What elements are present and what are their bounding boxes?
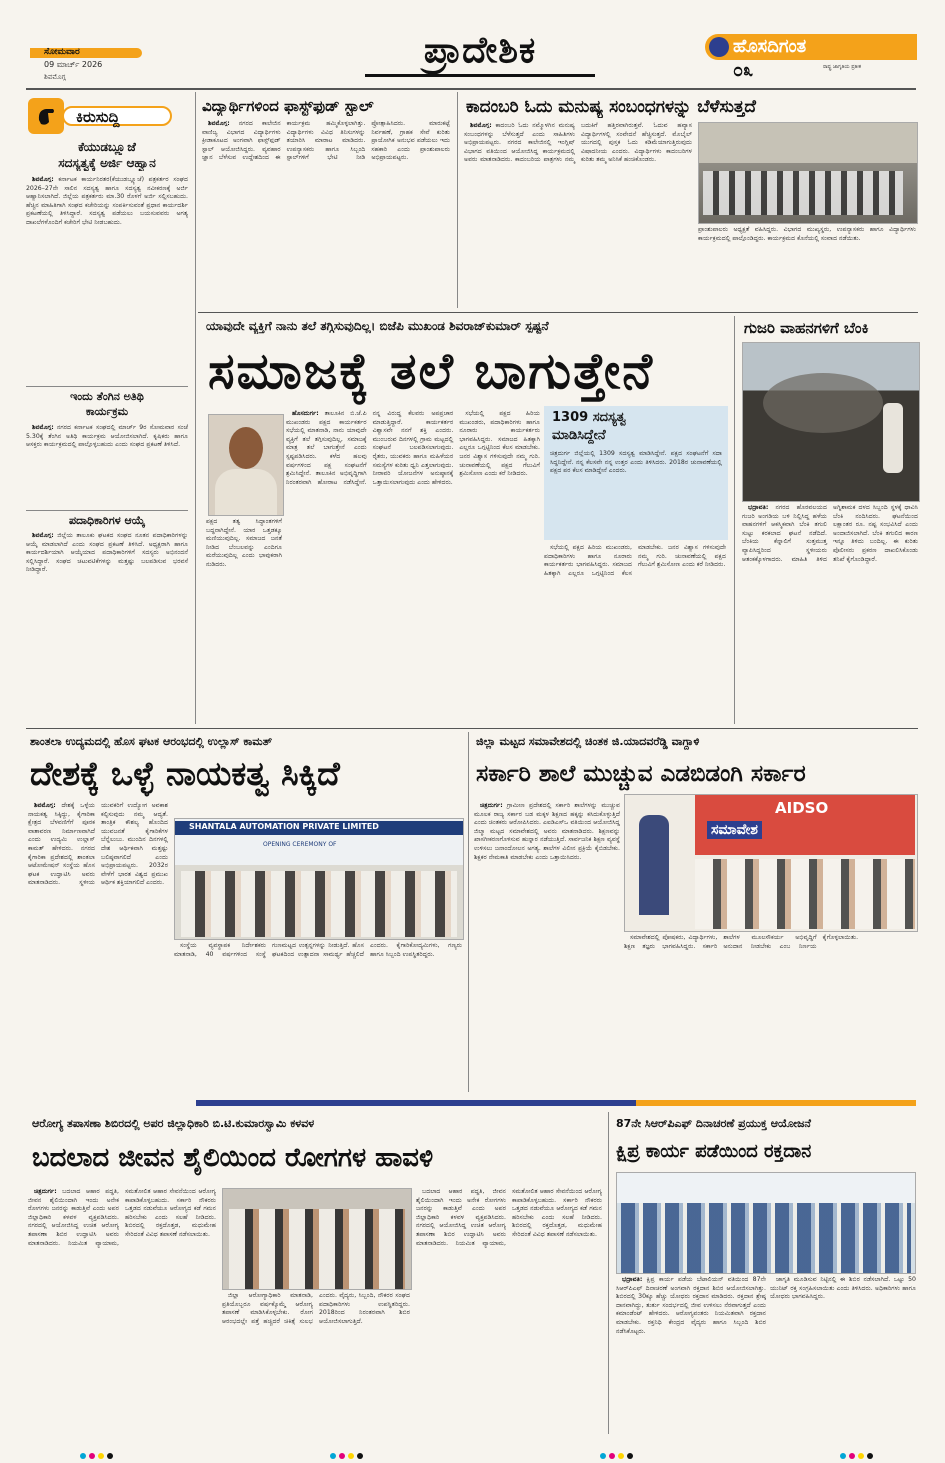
date-label: 09 ಮಾರ್ಚ್ 2026: [44, 60, 103, 69]
col-divider-5: [608, 1112, 609, 1434]
section-band: [196, 1100, 916, 1106]
story6-text-3: ಬದಲಾದ ಆಹಾರ ಪದ್ಧತಿ, ಜೀವನ ಶೈಲಿಯಿಂದಾಗಿ ಇಂದು ಅನೇಕ ರೋಗಗಳು ಜನರನ್ನು ಕಾಡುತ್ತಿವೆ ಎಂದು ಅಪರ ಜಿಲ್ಲಾಧಿಕಾರಿ ಕಳವಳ ವ್ಯಕ್ತಪಡಿಸಿದರು. ನಗರದಲ್ಲಿ ಆಯೋಜಿಸಿದ್ದ ಉಚಿತ ಆರೋಗ್ಯ ತಪಾಸಣಾ ಶಿಬಿರ ಉದ್ಘಾಟಿಸಿ ಅವರು ಮಾತನಾಡಿದರು. ನಿಯಮಿತ ವ್ಯಾಯಾಮ, ಸಮತೋಲಿತ ಆಹಾರ ಸೇವನೆಯಿಂದ ಆರೋಗ್ಯ ಕಾಪಾಡಿಕೊಳ್ಳಬಹುದು. ಸರ್ಕಾರಿ ನೌಕರರು ಒತ್ತಡದ ನಡುವೆಯೂ ಆರೋಗ್ಯದ ಕಡೆ ಗಮನ ಹರಿಸಬೇಕು ಎಂದು ಸಲಹೆ ನೀಡಿದರು. ಶಿಬಿರದಲ್ಲಿ ರಕ್ತದೊತ್ತಡ, ಮಧುಮೇಹ ಸೇರಿದಂತೆ ವಿವಿಧ ತಪಾಸಣೆ ನಡೆಸಲಾಯಿತು.: [416, 1188, 602, 1247]
lead-kicker: ಯಾವುದೇ ವ್ಯಕ್ತಿಗೆ ನಾನು ತಲೆ ತಗ್ಗಿಸುವುದಿಲ್ಲ। ಬಿಜೆಪಿ ಮುಖಂಡ ಶಿವರಾಜ್‌ಕುಮಾರ್ ಸ್ಪಷ್ಟನೆ: [206, 319, 549, 333]
audience-row: [703, 171, 903, 215]
section-underline: [365, 74, 595, 77]
story4-banner2: OPENING CEREMONY OF: [263, 841, 337, 848]
band-blue: [196, 1100, 636, 1106]
story7-body2: [770, 1276, 916, 1432]
lead-headline: ಸಮಾಜಕ್ಕೆ ತಲೆ ಬಾಗುತ್ತೇನೆ: [208, 342, 655, 400]
story4-body2: [174, 942, 462, 1088]
people-group: [229, 1209, 405, 1289]
brief3-place: ಶಿವಮೊಗ್ಗ:: [32, 532, 54, 539]
story5-headline: ಸರ್ಕಾರಿ ಶಾಲೆ ಮುಚ್ಚುವ ಎಡಬಿಡಂಗಿ ಸರ್ಕಾರ: [476, 761, 806, 787]
lead-body: [286, 410, 540, 720]
registration-marks-mid: [330, 1444, 366, 1463]
col-divider-4: [468, 732, 469, 1092]
person: [883, 403, 903, 473]
portrait-body: [215, 469, 277, 516]
story-blood: [612, 1112, 918, 1434]
band-orange: [636, 1100, 916, 1106]
dais-row: [695, 859, 915, 929]
speaker: [639, 815, 669, 915]
paper-name: ಹೊಸದಿಗಂತ: [733, 36, 807, 57]
brief3-head: ಪದಾಧಿಕಾರಿಗಳ ಆಯ್ಕೆ: [68, 514, 146, 527]
story4-kicker: ಶಾಂತಲಾ ಉದ್ಯಮದಲ್ಲಿ ಹೊಸ ಘಟಕ ಆರಂಭದಲ್ಲಿ ಉಲ್ಲಾಸ್ ಕಾಮತ್: [30, 735, 273, 748]
brief1-text: ಕರ್ನಾಟಕ ಕಾರ್ಯನಿರತರ(ಕೆಯುಡಬ್ಲ್ಯೂಜೆ) ಪತ್ರಕರ್ತರ ಸಂಘದ 2026–27ನೇ ಸಾಲಿನ ಸದಸ್ಯತ್ವ ಹಾಗೂ ಸದಸ್ಯತ್ವ ನವೀಕರಣಕ್ಕೆ ಅರ್ಜಿ ಆಹ್ವಾನಿಸಲಾಗಿದೆ. ಜಿಲ್ಲೆಯ ಪತ್ರಕರ್ತರು ಮಾ.30 ರೊಳಗೆ ಅರ್ಜಿ ಸಲ್ಲಿಸಬಹುದು. ಹೆಚ್ಚಿನ ಮಾಹಿತಿಗಾಗಿ ಸಂಘದ ಕಚೇರಿಯನ್ನು ಸಂಪರ್ಕಿಸುವಂತೆ ಪ್ರಧಾನ ಕಾರ್ಯದರ್ಶಿ ಪ್ರಕಟಣೆಯಲ್ಲಿ ತಿಳಿಸಿದ್ದಾರೆ. ಸದಸ್ಯತ್ವ ಪಡೆಯಲು ಬಯಸುವವರು ಅಗತ್ಯ ದಾಖಲೆಗಳೊಂದಿಗೆ ಕಚೇರಿಗೆ ಭೇಟಿ ನೀಡಬಹುದು.: [26, 176, 188, 226]
story7-text-2: ಜಾಗೃತಿ ಮೂಡಿಸುವ ನಿಟ್ಟಿನಲ್ಲಿ ಈ ಶಿಬಿರ ನಡೆಸಲಾಗಿದೆ. ಒಟ್ಟು 50 ಯುನಿಟ್ ರಕ್ತ ಸಂಗ್ರಹಿಸಲಾಯಿತು ಎಂದು ತಿಳಿಸಿದರು. ಅಧಿಕಾರಿಗಳು ಹಾಗೂ ಯೋಧರು ಭಾಗವಹಿಸಿದ್ದರು.: [770, 1276, 916, 1301]
brief-rule-1: [26, 386, 188, 387]
story2-body: [464, 122, 692, 308]
story2-text: ಕಾದಂಬರಿ ಓದು ನಮ್ಮೊಳಗಿನ ಮನುಷ್ಯ ಸಂಬಂಧಗಳನ್ನು ಬೆಳೆಸುತ್ತದೆ ಎಂದು ಸಾಹಿತಿಗಳು ಅಭಿಪ್ರಾಯಪಟ್ಟರು. ನಗರದ ಕಾಲೇಜಿನಲ್ಲಿ ಇಂಗ್ಲಿಷ್ ವಿಭಾಗದ ವತಿಯಿಂದ ಆಯೋಜಿಸಿದ್ದ ಕಾರ್ಯಕ್ರಮದಲ್ಲಿ ಅವರು ಮಾತನಾಡಿದರು. ಕಾದಂಬರಿಯ ಪಾತ್ರಗಳು ನಮ್ಮ ಬದುಕಿಗೆ ಹತ್ತಿರವಾಗಿರುತ್ತವೆ. ಓದುವ ಹವ್ಯಾಸ ವಿದ್ಯಾರ್ಥಿಗಳಲ್ಲಿ ಸಂವೇದನೆ ಹೆಚ್ಚಿಸುತ್ತದೆ. ಮೊಬೈಲ್ ಯುಗದಲ್ಲಿ ಪುಸ್ತಕ ಓದು ಕಡಿಮೆಯಾಗುತ್ತಿರುವುದು ವಿಷಾದನೀಯ ಎಂದರು. ವಿದ್ಯಾರ್ಥಿಗಳು ಕಾದಂಬರಿಗಳ ಕುರಿತು ತಮ್ಮ ಅನಿಸಿಕೆ ಹಂಚಿಕೊಂಡರು.: [464, 122, 692, 164]
kirusuddi-column: [26, 94, 191, 724]
lead-place: ಹೊಸದುರ್ಗ:: [292, 410, 319, 417]
date-block: [30, 44, 170, 84]
kirusuddi-title: ಕಿರುಸುದ್ದಿ: [76, 108, 120, 126]
story7-place: ಭದ್ರಾವತಿ:: [622, 1276, 643, 1283]
story2-place: ಶಿವಮೊಗ್ಗ:: [470, 122, 492, 129]
story7-body: [616, 1276, 766, 1432]
story5-photo: [624, 794, 918, 932]
story6-body2: [222, 1292, 410, 1432]
registration-marks-right: [600, 1444, 636, 1463]
hand-icon: [28, 98, 64, 134]
story7-kicker: 87ನೇ ಸಿಆರ್‌ಪಿಎಫ್ ದಿನಾಚರಣೆ ಪ್ರಯುಕ್ತ ಆಯೋಜನೆ: [616, 1117, 811, 1130]
masthead-rule: [26, 88, 916, 90]
story3-body: [742, 504, 918, 720]
sidebox-body: ಚಿತ್ರದುರ್ಗ ಜಿಲ್ಲೆಯಲ್ಲಿ 1309 ಸದಸ್ಯತ್ವ ಮಾಡಿಸಿದ್ದೇನೆ. ಪಕ್ಷದ ಸಂಘಟನೆಗೆ ಸದಾ ಸಿದ್ಧನಿದ್ದೇನೆ. ನನ್ನ ಕೆಲಸವೇ ನನ್ನ ಉತ್ತರ ಎಂದು ತಿಳಿಸಿದರು. 2018ರ ಚುನಾವಣೆಯಲ್ಲಿ ಪಕ್ಷದ ಪರ ಕೆಲಸ ಮಾಡಿದ್ದೇನೆ ಎಂದರು.: [550, 450, 722, 475]
brief1-head2: ಸದಸ್ಯತ್ವಕ್ಕೆ ಅರ್ಜಿ ಆಹ್ವಾನ: [58, 156, 156, 170]
brief2-head1: ಇಂದು ತೆಂಗಿನ ಅತಿಥಿ: [70, 390, 144, 403]
story4-text-2: ಸಂಸ್ಥೆಯ ವ್ಯವಸ್ಥಾಪಕ ನಿರ್ದೇಶಕರು ಮಾತನಾಡಿ, 40 ವರ್ಷಗಳಿಂದ ಸಂಸ್ಥೆ ಗುಣಮಟ್ಟದ ಉತ್ಪನ್ನಗಳನ್ನು ನೀಡುತ್ತಿದೆ. ಹೊಸ ಘಟಕದಿಂದ ಉತ್ಪಾದನಾ ಸಾಮರ್ಥ್ಯ ಹೆಚ್ಚಲಿದೆ ಎಂದರು. ಕೈಗಾರಿಕೋದ್ಯಮಿಗಳು, ಗಣ್ಯರು ಹಾಗೂ ಸಿಬ್ಬಂದಿ ಉಪಸ್ಥಿತರಿದ್ದರು.: [174, 942, 462, 958]
story7-headline: ಕ್ಷಿಪ್ರ ಕಾರ್ಯ ಪಡೆಯಿಂದ ರಕ್ತದಾನ: [616, 1141, 812, 1162]
brief3-body: [26, 532, 188, 722]
lead-text-4: ಸಭೆಯಲ್ಲಿ ಪಕ್ಷದ ಹಿರಿಯ ಮುಖಂಡರು, ಪದಾಧಿಕಾರಿಗಳು ಹಾಗೂ ನೂರಾರು ಕಾರ್ಯಕರ್ತರು ಭಾಗವಹಿಸಿದ್ದರು. ಸಮಾಜದ ಹಿತಕ್ಕಾಗಿ ಎಲ್ಲರೂ ಒಗ್ಗಟ್ಟಿನಿಂದ ಕೆಲಸ ಮಾಡಬೇಕು. ಜನರ ವಿಶ್ವಾಸ ಗಳಿಸುವುದೇ ನಮ್ಮ ಗುರಿ. ಚುನಾವಣೆಯಲ್ಲಿ ಪಕ್ಷದ ಗೆಲುವಿಗೆ ಶ್ರಮಿಸೋಣ ಎಂದು ಕರೆ ನೀಡಿದರು.: [544, 544, 726, 577]
people-row: [181, 871, 457, 937]
story-health: [26, 1112, 604, 1434]
story3-place: ಭದ್ರಾವತಿ:: [748, 504, 769, 511]
story5-text: ಗ್ರಾಮೀಣ ಪ್ರದೇಶದಲ್ಲಿ ಸರ್ಕಾರಿ ಶಾಲೆಗಳನ್ನು ಮುಚ್ಚುವ ಮೂಲಕ ರಾಜ್ಯ ಸರ್ಕಾರ ಬಡ ಮಕ್ಕಳ ಶಿಕ್ಷಣದ ಹಕ್ಕನ್ನು ಕಸಿದುಕೊಳ್ಳುತ್ತಿದೆ ಎಂದು ಚಿಂತಕರು ಆರೋಪಿಸಿದರು. ಎಐಡಿಎಸ್‌ಒ ವತಿಯಿಂದ ಆಯೋಜಿಸಿದ್ದ ಜಿಲ್ಮಾ ಮಟ್ಟದ ಸಮಾವೇಶದಲ್ಲಿ ಅವರು ಮಾತನಾಡಿದರು. ಶಿಕ್ಷಣವನ್ನು ಖಾಸಗೀಕರಣಗೊಳಿಸುವ ಹುನ್ನಾರ ನಡೆಯುತ್ತಿದೆ. ಸಾರ್ವಜನಿಕ ಶಿಕ್ಷಣ ವ್ಯವಸ್ಥೆ ಉಳಿಸಲು ಜನಾಂದೋಲನ ಅಗತ್ಯ. ಶಾಲೆಗಳ ವಿಲೀನ ಪ್ರಕ್ರಿಯೆ ಕೈಬಿಡಬೇಕು. ಶಿಕ್ಷಕರ ನೇಮಕಾತಿ ಮಾಡಬೇಕು ಎಂದು ಒತ್ತಾಯಿಸಿದರು.: [474, 802, 620, 861]
portrait-head: [229, 427, 263, 469]
story3-photo: [742, 342, 920, 502]
story5-banner: AIDSO: [775, 799, 829, 817]
story1-place: ಶಿವಮೊಗ್ಗ:: [208, 120, 230, 127]
lead-portrait: [208, 414, 284, 516]
story4-place: ಶಿವಮೊಗ್ಗ:: [34, 802, 56, 809]
brief-rule-2: [26, 510, 188, 511]
lead-sidebox: [544, 406, 728, 540]
col-divider-2: [457, 92, 458, 308]
kirusuddi-banner: [28, 98, 188, 134]
story1-text: ನಗರದ ಕಾಲೇಜಿನ ವಾಣಿಜ್ಯ ವಿಭಾಗದ ವಿದ್ಯಾರ್ಥಿಗಳು ಕ್ರೀಡಾಕೂಟದ ಅಂಗವಾಗಿ ಫಾಸ್ಟ್‌ಫುಡ್ ಸ್ಟಾಲ್ ಆಯೋಜಿಸಿದ್ದರು. ವ್ಯವಹಾರ ಜ್ಞಾನ ಬೆಳೆಸುವ ಉದ್ದೇಶದಿಂದ ಈ ಕಾರ್ಯಕ್ರಮ ಹಮ್ಮಿಕೊಳ್ಳಲಾಗಿತ್ತು. ವಿದ್ಯಾರ್ಥಿಗಳು ವಿವಿಧ ತಿನಿಸುಗಳನ್ನು ತಯಾರಿಸಿ ಮಾರಾಟ ಮಾಡಿದರು. ಉಪನ್ಯಾಸಕರು ಹಾಗೂ ಸಿಬ್ಬಂದಿ ಸ್ಟಾಲ್‌ಗಳಿಗೆ ಭೇಟಿ ನೀಡಿ ಪ್ರೋತ್ಸಾಹಿಸಿದರು. ಮಾರುಕಟ್ಟೆ ನಿರ್ವಹಣೆ, ಗ್ರಾಹಕ ಸೇವೆ ಕುರಿತು ಪ್ರಾಯೋಗಿಕ ಅನುಭವ ಪಡೆಯಲು ಇದು ಸಹಕಾರಿ ಎಂದು ಪ್ರಾಂಶುಪಾಲರು ಅಭಿಪ್ರಾಯಪಟ್ಟರು.: [202, 120, 450, 162]
brief1-body: [26, 176, 188, 346]
story6-body: [28, 1188, 216, 1432]
story-leadership: [26, 732, 464, 1092]
story4-photo: [174, 818, 464, 940]
story2-headline: ಕಾದಂಬರಿ ಓದು ಮನುಷ್ಯ ಸಂಬಂಧಗಳನ್ನು ಬೆಳೆಸುತ್ತದೆ: [466, 97, 756, 117]
paper-logo: [705, 34, 917, 84]
story-school: [472, 732, 918, 1092]
story3-text: ನಗರದ ಹೊರವಲಯದ ಗುಜರಿ ಅಂಗಡಿಯ ಬಳಿ ನಿಲ್ಲಿಸಿದ್ದ ಹಳೆಯ ವಾಹನಗಳಿಗೆ ಆಕಸ್ಮಿಕವಾಗಿ ಬೆಂಕಿ ತಗುಲಿ ಸುಟ್ಟು ಕರಕಲಾದ ಘಟನೆ ನಡೆದಿದೆ. ಬೆಂಕಿಯ ಕೆನ್ನಾಲಿಗೆ ಸುತ್ತಮುತ್ತ ವ್ಯಾಪಿಸಿದ್ದರಿಂದ ಸ್ಥಳೀಯರು ಆತಂಕಕ್ಕೊಳಗಾದರು. ಮಾಹಿತಿ ತಿಳಿದ ಅಗ್ನಿಶಾಮಕ ದಳದ ಸಿಬ್ಬಂದಿ ಸ್ಥಳಕ್ಕೆ ಧಾವಿಸಿ ಬೆಂಕಿ ನಂದಿಸಿದರು. ಘಟನೆಯಿಂದ ಲಕ್ಷಾಂತರ ರೂ. ನಷ್ಟ ಸಂಭವಿಸಿದೆ ಎಂದು ಅಂದಾಜಿಸಲಾಗಿದೆ. ಬೆಂಕಿ ತಗುಲಿದ ಕಾರಣ ಇನ್ನೂ ತಿಳಿದು ಬಂದಿಲ್ಲ. ಈ ಕುರಿತು ಪೊಲೀಸರು ಪ್ರಕರಣ ದಾಖಲಿಸಿಕೊಂಡು ತನಿಖೆ ಕೈಗೊಂಡಿದ್ದಾರೆ.: [742, 504, 918, 563]
col-divider-1: [195, 92, 196, 724]
brief1-place: ಶಿವಮೊಗ್ಗ:: [32, 176, 54, 183]
story5-body: [474, 802, 620, 1088]
story5-banner2: ಸಮಾವೇಶ: [707, 821, 762, 839]
story5-place: ಚಿತ್ರದುರ್ಗ:: [480, 802, 503, 809]
story-fastfood: [200, 94, 452, 310]
col-divider-3: [734, 316, 735, 724]
lead-text: ತಾಲೂಕಿನ ಬಿ.ಜೆ.ಪಿ ಮುಖಂಡರು ಪಕ್ಷದ ಕಾರ್ಯಕರ್ತರ ಸಭೆಯಲ್ಲಿ ಮಾತನಾಡಿ, ನಾನು ಯಾವುದೇ ವ್ಯಕ್ತಿಗೆ ತಲೆ ತಗ್ಗಿಸುವುದಿಲ್ಲ, ಸಮಾಜಕ್ಕೆ ಮಾತ್ರ ತಲೆ ಬಾಗುತ್ತೇನೆ ಎಂದು ಸ್ಪಷ್ಟಪಡಿಸಿದರು. ಕಳೆದ ಹಲವು ವರ್ಷಗಳಿಂದ ಪಕ್ಷ ಸಂಘಟನೆಗೆ ಶ್ರಮಿಸಿದ್ದೇನೆ. ತಾಲೂಕಿನ ಅಭಿವೃದ್ಧಿಗಾಗಿ ನಿರಂತರವಾಗಿ ಹೋರಾಟ ನಡೆಸಿದ್ದೇನೆ. ನನ್ನ ವಿರುದ್ಧ ಕೆಲವರು ಅಪಪ್ರಚಾರ ಮಾಡುತ್ತಿದ್ದಾರೆ. ಕಾರ್ಯಕರ್ತರ ವಿಶ್ವಾಸವೇ ನನಗೆ ಶಕ್ತಿ ಎಂದರು. ಮುಂಬರುವ ದಿನಗಳಲ್ಲಿ ಗ್ರಾಮ ಮಟ್ಟದಲ್ಲಿ ಸಂಘಟನೆ ಬಲಪಡಿಸಲಾಗುವುದು. ರೈತರು, ಯುವಕರು ಹಾಗೂ ಮಹಿಳೆಯರ ಸಮಸ್ಯೆಗಳ ಕುರಿತು ಧ್ವನಿ ಎತ್ತಲಾಗುವುದು. ನೀರಾವರಿ ಯೋಜನೆಗಳ ಅನುಷ್ಠಾನಕ್ಕೆ ಒತ್ತಾಯಿಸಲಾಗುವುದು ಎಂದು ಹೇಳಿದರು.: [286, 410, 454, 486]
masthead: [0, 0, 945, 86]
lead-body4: [544, 544, 726, 720]
hall-wall: [699, 123, 917, 163]
story-novel: [462, 94, 918, 310]
story5-text-2: ಸಮಾವೇಶದಲ್ಲಿ ಪೋಷಕರು, ವಿದ್ಯಾರ್ಥಿಗಳು, ಶಿಕ್ಷಣ ತಜ್ಞರು ಭಾಗವಹಿಸಿದ್ದರು. ಸರ್ಕಾರಿ ಶಾಲೆಗಳ ಮೂಲಸೌಕರ್ಯ ಅಭಿವೃದ್ಧಿಗೆ ಅನುದಾನ ನೀಡಬೇಕು ಎಂಬ ನಿರ್ಣಯ ಕೈಗೊಳ್ಳಲಾಯಿತು.: [624, 934, 859, 950]
story7-text: ಕ್ಷಿಪ್ರ ಕಾರ್ಯ ಪಡೆಯ ಬೆಟಾಲಿಯನ್ ವತಿಯಿಂದ 87ನೇ ಸಿಆರ್‌ಪಿಎಫ್ ದಿನಾಚರಣೆ ಅಂಗವಾಗಿ ರಕ್ತದಾನ ಶಿಬಿರ ಆಯೋಜಿಸಲಾಗಿತ್ತು. ಶಿಬಿರದಲ್ಲಿ 30ಕ್ಕೂ ಹೆಚ್ಚು ಯೋಧರು ರಕ್ತದಾನ ಮಾಡಿದರು. ರಕ್ತದಾನ ಶ್ರೇಷ್ಠ ದಾನವಾಗಿದ್ದು, ತುರ್ತು ಸಂದರ್ಭದಲ್ಲಿ ಜೀವ ಉಳಿಸಲು ನೆರವಾಗುತ್ತದೆ ಎಂದು ಕಮಾಂಡೆಂಟ್ ಹೇಳಿದರು. ಆರೋಗ್ಯವಂತರು ನಿಯಮಿತವಾಗಿ ರಕ್ತದಾನ ಮಾಡಬೇಕು. ರಕ್ತನಿಧಿ ಕೇಂದ್ರದ ವೈದ್ಯರು ಹಾಗೂ ಸಿಬ್ಬಂದಿ ಶಿಬಿರ ನಡೆಸಿಕೊಟ್ಟರು.: [616, 1276, 766, 1335]
story2-photo: [698, 122, 918, 224]
lead-body3: ಪಕ್ಷದ ತತ್ವ ಸಿದ್ಧಾಂತಗಳಿಗೆ ಬದ್ಧನಾಗಿದ್ದೇನೆ. ಯಾರ ಒತ್ತಡಕ್ಕೂ ಮಣಿಯುವುದಿಲ್ಲ. ಸಮಾಜದ ಜನತೆ ನೀಡಿದ ಬೆಂಬಲವನ್ನು ಎಂದಿಗೂ ಮರೆಯುವುದಿಲ್ಲ ಎಂದು ಭಾವುಕರಾಗಿ ನುಡಿದರು.: [206, 518, 282, 568]
brief2-text: ನಗರದ ಕರ್ನಾಟಕ ಸಂಘದಲ್ಲಿ ಮಾರ್ಚ್ 9ರ ಸೋಮವಾರ ಸಂಜೆ 5.30ಕ್ಕೆ ತೆಂಗಿನ ಅತಿಥಿ ಕಾರ್ಯಕ್ರಮ ಆಯೋಜಿಸಲಾಗಿದೆ. ಕೃಷಿಕರು ಹಾಗೂ ಆಸಕ್ತರು ಕಾರ್ಯಕ್ರಮದಲ್ಲಿ ಪಾಲ್ಗೊಳ್ಳಬಹುದು ಎಂದು ಸಂಘದ ಪ್ರಕಟಣೆ ತಿಳಿಸಿದೆ.: [26, 424, 188, 449]
story3-headline: ಗುಜರಿ ವಾಹನಗಳಿಗೆ ಬೆಂಕಿ: [744, 319, 869, 337]
brief2-place: ಶಿವಮೊಗ್ಗ:: [32, 424, 54, 431]
sidebox-head1: 1309 ಸದಸ್ಯತ್ವ: [552, 410, 626, 425]
brief2-body: [26, 424, 188, 508]
smoke: [763, 373, 883, 433]
story6-text: ಬದಲಾದ ಆಹಾರ ಪದ್ಧತಿ, ಜೀವನ ಶೈಲಿಯಿಂದಾಗಿ ಇಂದು ಅನೇಕ ರೋಗಗಳು ಜನರನ್ನು ಕಾಡುತ್ತಿವೆ ಎಂದು ಅಪರ ಜಿಲ್ಲಾಧಿಕಾರಿ ಕಳವಳ ವ್ಯಕ್ತಪಡಿಸಿದರು. ನಗರದಲ್ಲಿ ಆಯೋಜಿಸಿದ್ದ ಉಚಿತ ಆರೋಗ್ಯ ತಪಾಸಣಾ ಶಿಬಿರ ಉದ್ಘಾಟಿಸಿ ಅವರು ಮಾತನಾಡಿದರು. ನಿಯಮಿತ ವ್ಯಾಯಾಮ, ಸಮತೋಲಿತ ಆಹಾರ ಸೇವನೆಯಿಂದ ಆರೋಗ್ಯ ಕಾಪಾಡಿಕೊಳ್ಳಬಹುದು. ಸರ್ಕಾರಿ ನೌಕರರು ಒತ್ತಡದ ನಡುವೆಯೂ ಆರೋಗ್ಯದ ಕಡೆ ಗಮನ ಹರಿಸಬೇಕು ಎಂದು ಸಲಹೆ ನೀಡಿದರು. ಶಿಬಿರದಲ್ಲಿ ರಕ್ತದೊತ್ತಡ, ಮಧುಮೇಹ ಸೇರಿದಂತೆ ವಿವಿಧ ತಪಾಸಣೆ ನಡೆಸಲಾಯಿತು.: [28, 1188, 216, 1247]
story-fire: [740, 316, 920, 724]
story6-place: ಚಿತ್ರದುರ್ಗ:: [34, 1188, 57, 1195]
story1-body: [202, 120, 450, 306]
story4-body: [28, 802, 168, 1088]
story5-body2: [624, 934, 916, 1088]
row-rule-2: [26, 728, 918, 729]
story6-text-2: ಜಿಲ್ಲಾ ಆರೋಗ್ಯಾಧಿಕಾರಿ ಮಾತನಾಡಿ, ಪ್ರತಿಯೊಬ್ಬರೂ ವರ್ಷಕ್ಕೊಮ್ಮೆ ಆರೋಗ್ಯ ತಪಾಸಣೆ ಮಾಡಿಸಿಕೊಳ್ಳಬೇಕು. ರೋಗ ಆರಂಭದಲ್ಲೇ ಪತ್ತೆ ಹಚ್ಚಿದರೆ ಚಿಕಿತ್ಸೆ ಸುಲಭ ಎಂದರು. ವೈದ್ಯರು, ಸಿಬ್ಬಂದಿ, ನೌಕರರ ಸಂಘದ ಪದಾಧಿಕಾರಿಗಳು ಉಪಸ್ಥಿತರಿದ್ದರು. 2018ರಿಂದ ನಿರಂತರವಾಗಿ ಶಿಬಿರ ಆಯೋಜಿಸಲಾಗುತ್ತಿದೆ.: [222, 1292, 410, 1325]
tent: [617, 1173, 915, 1203]
story1-headline: ವಿದ್ಯಾರ್ಥಿಗಳಿಂದ ಫಾಸ್ಟ್‌ಫುಡ್ ಸ್ಟಾಲ್: [202, 97, 374, 115]
brief1-head1: ಕೆಯುಡಬ್ಲ್ಯೂಜೆ: [78, 140, 136, 154]
registration-marks-far: [840, 1444, 876, 1463]
sidebox-head2: ಮಾಡಿಸಿದ್ದೇನೆ: [552, 428, 606, 443]
story4-text: ದೇಶಕ್ಕೆ ಒಳ್ಳೆಯ ನಾಯಕತ್ವ ಸಿಕ್ಕಿದ್ದು, ಕೈಗಾರಿಕಾ ಕ್ಷೇತ್ರದ ಬೆಳವಣಿಗೆಗೆ ಪೂರಕ ವಾತಾವರಣ ನಿರ್ಮಾಣವಾಗಿದೆ ಎಂದು ಉದ್ಯಮಿ ಉಲ್ಲಾಸ್ ಕಾಮತ್ ಹೇಳಿದರು. ನಗರದ ಕೈಗಾರಿಕಾ ಪ್ರದೇಶದಲ್ಲಿ ಶಾಂತಲಾ ಆಟೋಮೇಷನ್ ಸಂಸ್ಥೆಯ ಹೊಸ ಘಟಕ ಉದ್ಘಾಟಿಸಿ ಅವರು ಮಾತನಾಡಿದರು. ಸ್ಥಳೀಯ ಯುವಕರಿಗೆ ಉದ್ಯೋಗ ಅವಕಾಶ ಕಲ್ಪಿಸುವುದು ನಮ್ಮ ಆದ್ಯತೆ. ತಾಂತ್ರಿಕ ಕೌಶಲ್ಯ ಹೊಂದಿದ ಯುವಜನತೆ ಕೈಗಾರಿಕೆಗಳ ಬೆನ್ನೆಲುಬು. ಮುಂದಿನ ದಿನಗಳಲ್ಲಿ ದೇಶ ಆರ್ಥಿಕವಾಗಿ ಮತ್ತಷ್ಟು ಬಲಿಷ್ಠವಾಗಲಿದೆ ಎಂದು ಅಭಿಪ್ರಾಯಪಟ್ಟರು. 2032ರ ವೇಳೆಗೆ ಭಾರತ ವಿಶ್ವದ ಪ್ರಮುಖ ಆರ್ಥಿಕ ಶಕ್ತಿಯಾಗಲಿದೆ ಎಂದರು.: [28, 802, 168, 887]
story6-headline: ಬದಲಾದ ಜೀವನ ಶೈಲಿಯಿಂದ ರೋಗಗಳ ಹಾವಳಿ: [32, 1143, 434, 1173]
lamp-icon: [709, 37, 729, 57]
story-lead: [200, 316, 728, 724]
registration-marks-left: [80, 1444, 116, 1463]
story6-photo: [222, 1188, 412, 1290]
day-label: ಸೋಮವಾರ: [44, 47, 80, 57]
story5-kicker: ಜಿಲ್ಲಾ ಮಟ್ಟದ ಸಮಾವೇಶದಲ್ಲಿ ಚಿಂತಕ ಜಿ.ಯಾದವರೆಡ್ಡಿ ವಾಗ್ದಾಳಿ: [476, 735, 700, 748]
troops-row: [621, 1203, 911, 1273]
story6-kicker: ಆರೋಗ್ಯ ತಪಾಸಣಾ ಶಿಬಿರದಲ್ಲಿ ಅಪರ ಜಿಲ್ಲಾಧಿಕಾರಿ ಬಿ.ಟಿ.ಕುಮಾರಸ್ವಾಮಿ ಕಳವಳ: [32, 1117, 315, 1130]
brief3-text: ಜಿಲ್ಲೆಯ ತಾಲೂಕು ಘಟಕದ ಸಂಘದ ನೂತನ ಪದಾಧಿಕಾರಿಗಳನ್ನು ಆಯ್ಕೆ ಮಾಡಲಾಗಿದೆ ಎಂದು ಸಂಘದ ಪ್ರಕಟಣೆ ತಿಳಿಸಿದೆ. ಅಧ್ಯಕ್ಷರಾಗಿ ಹಾಗೂ ಕಾರ್ಯದರ್ಶಿಯಾಗಿ ಆಯ್ಕೆಯಾದ ಪದಾಧಿಕಾರಿಗಳಿಗೆ ಸದಸ್ಯರು ಅಭಿನಂದನೆ ಸಲ್ಲಿಸಿದ್ದಾರೆ. ಸಂಘದ ಚಟುವಟಿಕೆಗಳನ್ನು ಮತ್ತಷ್ಟು ಬಲಪಡಿಸುವ ಭರವಸೆ ನೀಡಿದ್ದಾರೆ.: [26, 532, 188, 574]
story4-banner1: SHANTALA AUTOMATION PRIVATE LIMITED: [189, 822, 379, 831]
row-rule-1: [198, 312, 918, 313]
city-label: ಶಿವಮೊಗ್ಗ: [44, 73, 66, 81]
story6-body3: [416, 1188, 602, 1432]
lead-text-2: ಸಭೆಯಲ್ಲಿ ಪಕ್ಷದ ಹಿರಿಯ ಮುಖಂಡರು, ಪದಾಧಿಕಾರಿಗಳು ಹಾಗೂ ನೂರಾರು ಕಾರ್ಯಕರ್ತರು ಭಾಗವಹಿಸಿದ್ದರು. ಸಮಾಜದ ಹಿತಕ್ಕಾಗಿ ಎಲ್ಲರೂ ಒಗ್ಗಟ್ಟಿನಿಂದ ಕೆಲಸ ಮಾಡಬೇಕು. ಜನರ ವಿಶ್ವಾಸ ಗಳಿಸುವುದೇ ನಮ್ಮ ಗುರಿ. ಚುನಾವಣೆಯಲ್ಲಿ ಪಕ್ಷದ ಗೆಲುವಿಗೆ ಶ್ರಮಿಸೋಣ ಎಂದು ಕರೆ ನೀಡಿದರು.: [459, 410, 540, 478]
story7-photo: [616, 1172, 916, 1274]
page-number: ೦೩: [733, 60, 754, 81]
paper-tagline: ರಾಷ್ಟ್ರ ಜಾಗೃತಿಯ ಪ್ರತೀಕ: [823, 64, 862, 70]
story2-body2: ಪ್ರಾಂಶುಪಾಲರು ಅಧ್ಯಕ್ಷತೆ ವಹಿಸಿದ್ದರು. ವಿಭಾಗದ ಮುಖ್ಯಸ್ಥರು, ಉಪನ್ಯಾಸಕರು ಹಾಗೂ ವಿದ್ಯಾರ್ಥಿಗಳು ಕಾರ್ಯಕ್ರಮದಲ್ಲಿ ಪಾಲ್ಗೊಂಡಿದ್ದರು. ಕಾರ್ಯಕ್ರಮದ ಕೊನೆಯಲ್ಲಿ ಸಂವಾದ ನಡೆಯಿತು.: [698, 226, 916, 242]
story4-headline: ದೇಶಕ್ಕೆ ಒಳ್ಳೆ ನಾಯಕತ್ವ ಸಿಕ್ಕಿದೆ: [30, 754, 340, 793]
section-title: ಪ್ರಾದೇಶಿಕ: [423, 30, 537, 71]
brief2-head2: ಕಾರ್ಯಕ್ರಮ: [85, 405, 129, 418]
